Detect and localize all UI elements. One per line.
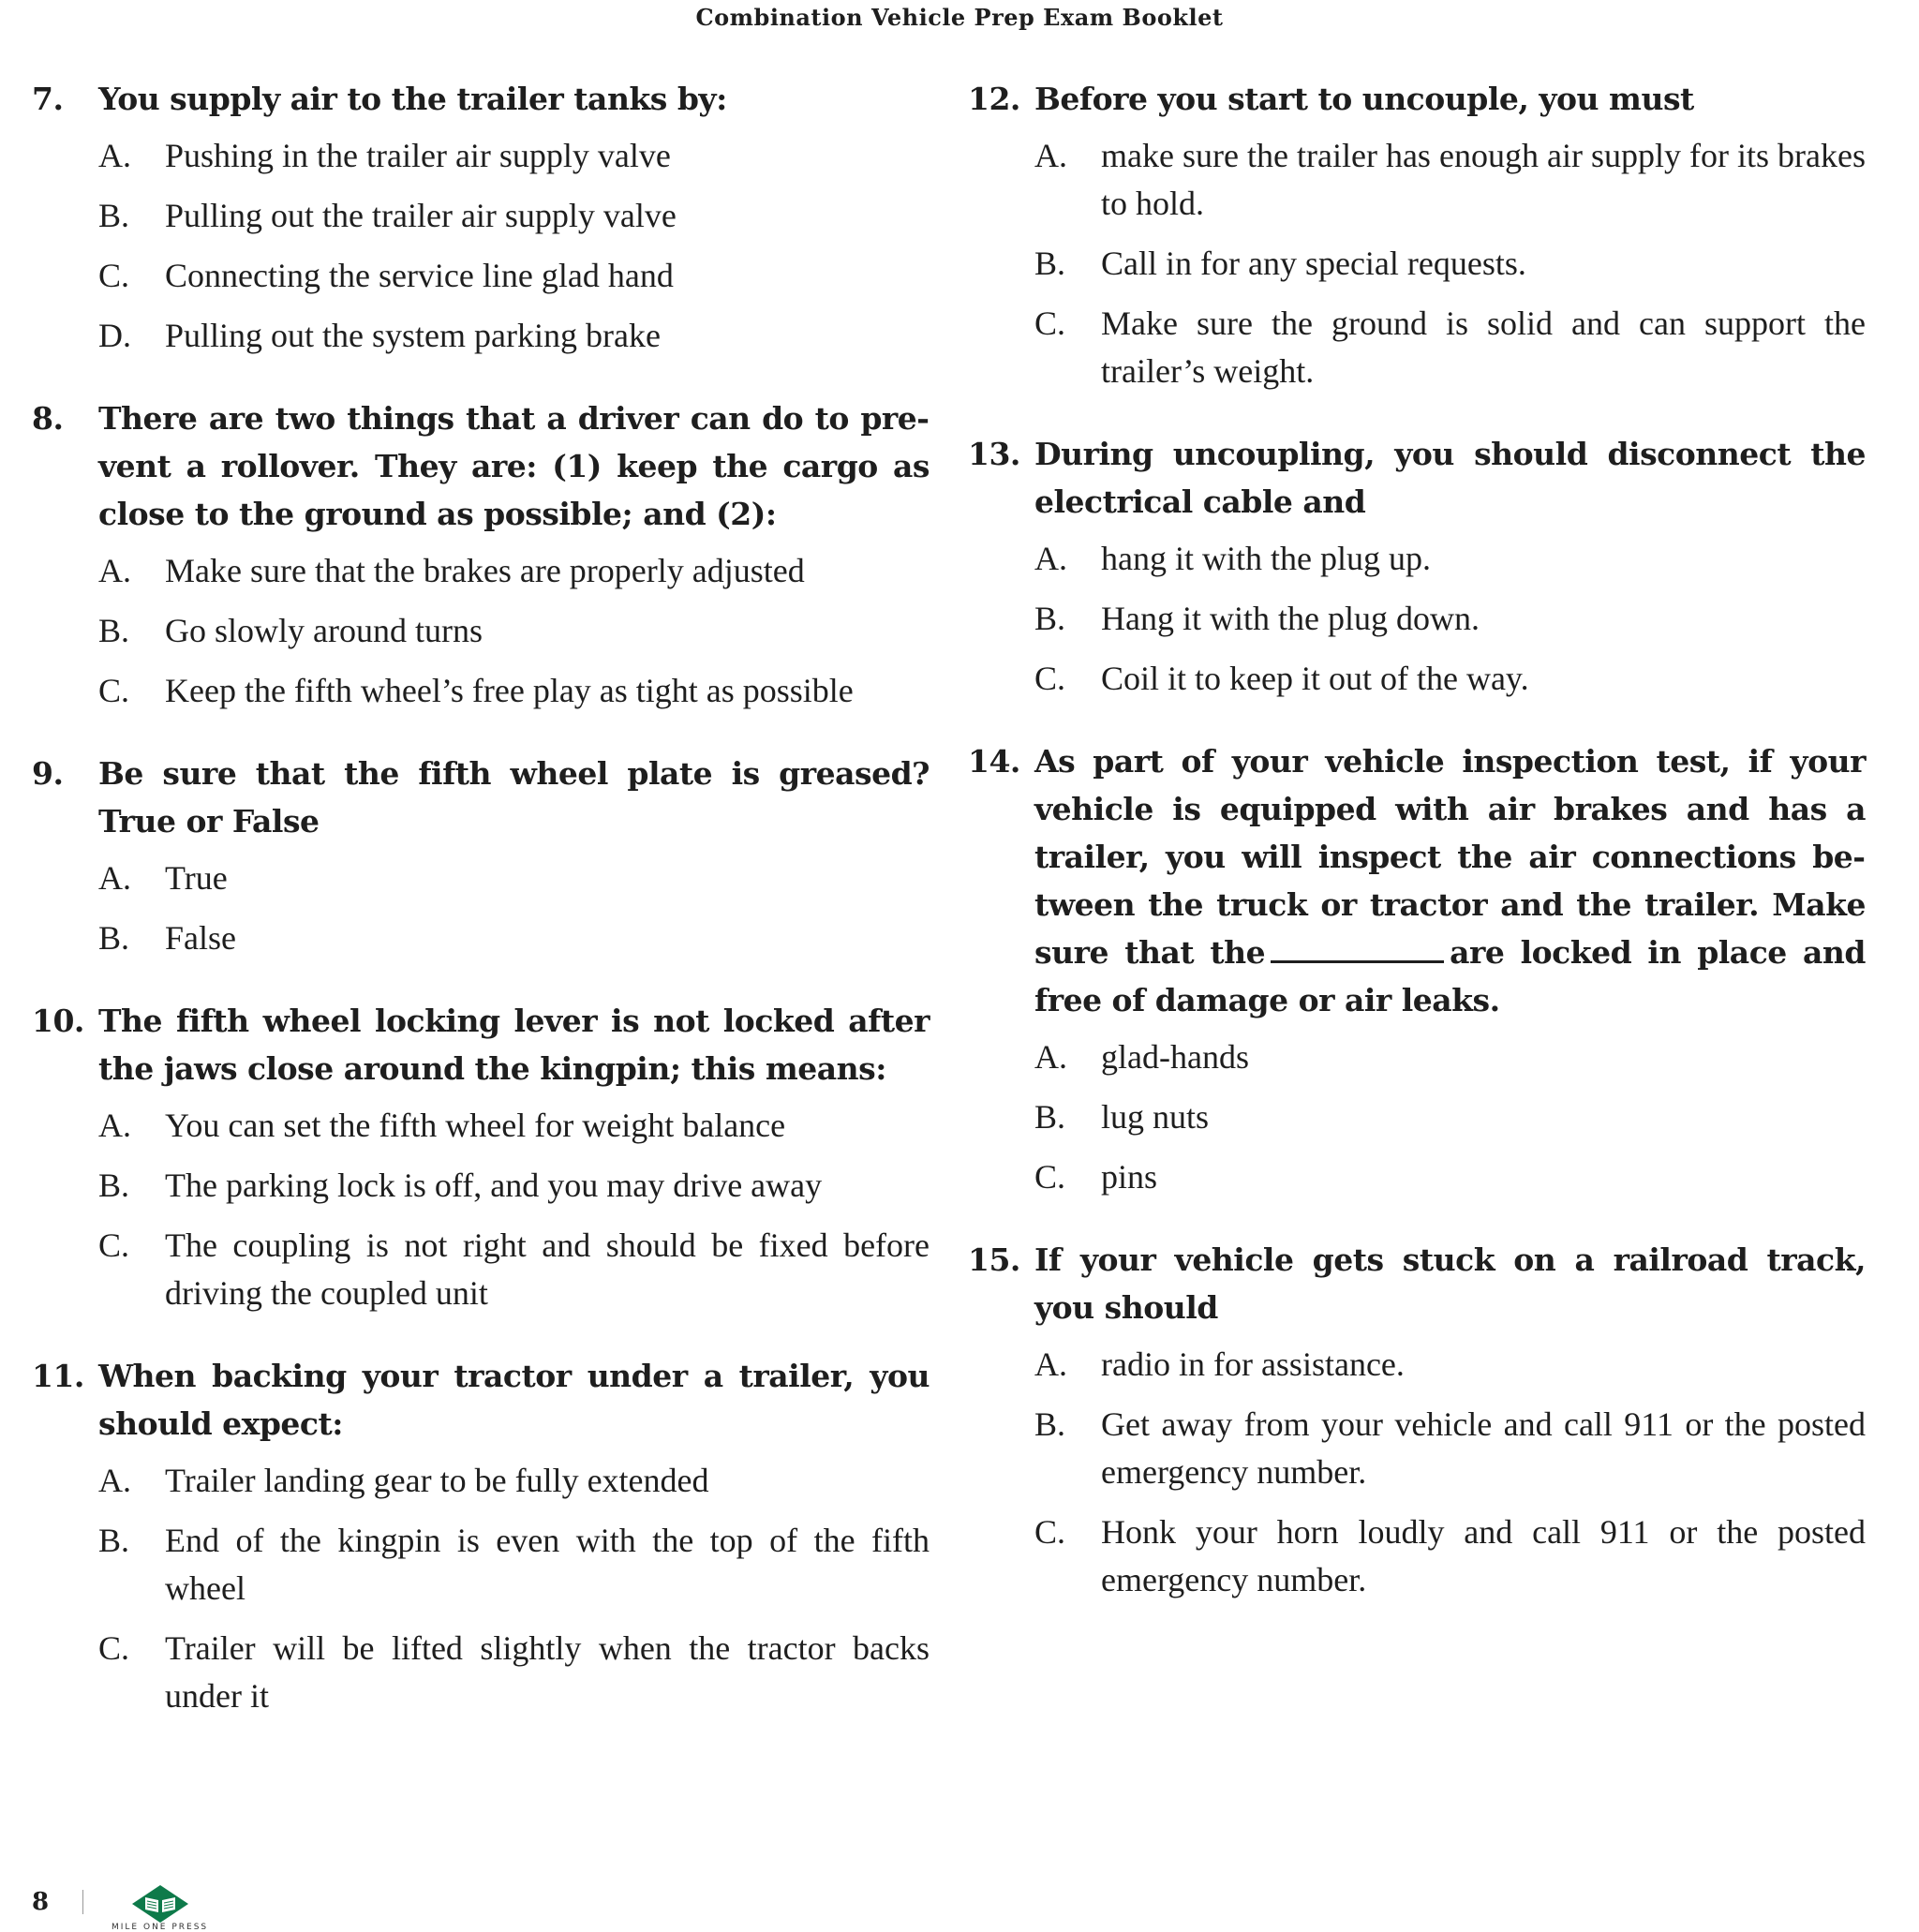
question-12 xyxy=(968,75,1866,395)
question-9 xyxy=(32,750,930,962)
question-text: If your vehicle gets stuck on a railroad track, you should xyxy=(1034,1241,1866,1326)
option-letter: C. xyxy=(98,672,130,709)
question-number: 14. xyxy=(968,743,1020,780)
option-text: Go slowly around turns xyxy=(165,612,483,649)
option-text: End of the kingpin is even with the top of the fifth wheel xyxy=(165,1522,930,1607)
footer-divider xyxy=(82,1890,83,1914)
answer-options xyxy=(1034,1341,1866,1604)
question-text-after-blank: are locked in place and free of damage or air leaks. xyxy=(1034,934,1866,1018)
question-number: 11. xyxy=(32,1358,84,1394)
option-letter: B. xyxy=(98,919,130,957)
option-letter: B. xyxy=(98,1522,130,1559)
option-text: True xyxy=(165,859,228,897)
question-text: Be sure that the fifth wheel plate is greased? True or False xyxy=(98,755,930,840)
answer-option xyxy=(98,1625,930,1720)
option-text: The coupling is not right and should be fixed before driving the coupled unit xyxy=(165,1226,930,1312)
answer-option xyxy=(98,855,930,902)
option-letter: B. xyxy=(1034,1098,1066,1136)
option-text: Pulling out the system parking brake xyxy=(165,317,661,354)
option-letter: D. xyxy=(98,317,131,354)
option-letter: A. xyxy=(98,859,131,897)
question-number: 13. xyxy=(968,436,1020,472)
option-text: pins xyxy=(1101,1158,1158,1196)
question-number: 8. xyxy=(32,400,64,437)
option-text: Hang it with the plug down. xyxy=(1101,600,1480,637)
answer-option xyxy=(98,1457,930,1505)
question-text: Before you start to uncouple, you must xyxy=(1034,81,1694,117)
running-header: Combination Vehicle Prep Exam Booklet xyxy=(695,4,1224,31)
answer-option xyxy=(1034,132,1866,228)
option-letter: A. xyxy=(1034,540,1067,577)
question-number: 10. xyxy=(32,1003,84,1039)
question-10 xyxy=(32,997,930,1317)
option-letter: B. xyxy=(98,197,130,234)
option-letter: C. xyxy=(1034,1513,1066,1551)
answer-option xyxy=(98,1162,930,1210)
option-letter: B. xyxy=(1034,245,1066,282)
question-text: When backing your tractor under a trailer, you should expect: xyxy=(98,1358,930,1442)
answer-options xyxy=(98,855,930,962)
publisher-name: MILE ONE PRESS xyxy=(112,1923,209,1932)
question-number: 15. xyxy=(968,1241,1020,1278)
answer-option xyxy=(98,914,930,962)
answer-option xyxy=(98,312,930,360)
question-stem xyxy=(32,1352,930,1448)
option-text: Trailer will be lifted slightly when the tractor backs under it xyxy=(165,1629,930,1715)
option-letter: C. xyxy=(1034,305,1066,342)
answer-options xyxy=(1034,1033,1866,1201)
option-letter: A. xyxy=(1034,1345,1067,1383)
option-letter: A. xyxy=(98,1107,131,1144)
right-column xyxy=(968,75,1866,1639)
question-stem xyxy=(968,737,1866,1024)
open-book-diamond-icon xyxy=(128,1883,192,1925)
option-letter: B. xyxy=(1034,600,1066,637)
fill-in-blank xyxy=(1271,932,1444,963)
answer-option xyxy=(1034,535,1866,583)
question-13 xyxy=(968,430,1866,703)
option-letter: C. xyxy=(98,1629,130,1667)
option-text: Make sure that the brakes are properly adjusted xyxy=(165,552,805,589)
option-text: Honk your horn loudly and call 911 or the posted emergency number. xyxy=(1101,1513,1866,1598)
option-text: radio in for assistance. xyxy=(1101,1345,1405,1383)
option-text: lug nuts xyxy=(1101,1098,1210,1136)
question-text: There are two things that a driver can do to prevent a rollover. They are: (1) keep the cargo as close to the ground as possible; and (2): xyxy=(98,400,930,532)
answer-options xyxy=(98,1102,930,1317)
answer-option xyxy=(1034,1401,1866,1496)
option-letter: C. xyxy=(1034,660,1066,697)
answer-options xyxy=(1034,535,1866,703)
question-text: The fifth wheel locking lever is not locked after the jaws close around the kingpin; this means: xyxy=(98,1003,930,1087)
option-letter: A. xyxy=(1034,137,1067,174)
question-15 xyxy=(968,1236,1866,1604)
question-text xyxy=(1034,737,1866,1024)
answer-option xyxy=(1034,595,1866,643)
question-14 xyxy=(968,737,1866,1201)
answer-option xyxy=(98,1102,930,1150)
answer-option xyxy=(1034,655,1866,703)
option-text: Coil it to keep it out of the way. xyxy=(1101,660,1529,697)
question-stem xyxy=(32,750,930,845)
question-stem xyxy=(32,997,930,1092)
question-number: 7. xyxy=(32,81,64,117)
option-letter: B. xyxy=(98,1167,130,1204)
option-text: Get away from your vehicle and call 911 or the posted emergency number. xyxy=(1101,1405,1866,1491)
option-text: make sure the trailer has enough air supply for its brakes to hold. xyxy=(1101,137,1866,222)
option-letter: B. xyxy=(98,612,130,649)
option-letter: C. xyxy=(98,257,130,294)
option-text: Make sure the ground is solid and can support the trailer’s weight. xyxy=(1101,305,1866,390)
page-number: 8 xyxy=(32,1888,50,1916)
option-letter: A. xyxy=(1034,1038,1067,1076)
option-letter: A. xyxy=(98,552,131,589)
option-text: Pushing in the trailer air supply valve xyxy=(165,137,671,174)
answer-option xyxy=(1034,1341,1866,1389)
option-text: glad-hands xyxy=(1101,1038,1249,1076)
answer-options xyxy=(98,547,930,715)
question-text: You supply air to the trailer tanks by: xyxy=(98,81,727,117)
question-number: 12. xyxy=(968,81,1020,117)
answer-option xyxy=(98,132,930,180)
answer-option xyxy=(1034,240,1866,288)
question-text-before-blank: As part of your vehicle inspection test, if your vehicle is equipped with air brakes and has a trailer, you will inspect the air connections between the truck or tractor and the trailer. Make sure that the xyxy=(1034,743,1866,971)
option-text: hang it with the plug up. xyxy=(1101,540,1431,577)
question-stem xyxy=(32,75,930,123)
option-text: Call in for any special requests. xyxy=(1101,245,1526,282)
answer-option xyxy=(98,607,930,655)
answer-options xyxy=(1034,132,1866,395)
question-stem xyxy=(968,75,1866,123)
question-text: During uncoupling, you should disconnect the electrical cable and xyxy=(1034,436,1866,520)
publisher-logo xyxy=(112,1883,208,1932)
answer-option xyxy=(1034,1033,1866,1081)
option-letter: A. xyxy=(98,137,131,174)
option-letter: C. xyxy=(98,1226,130,1264)
option-text: Pulling out the trailer air supply valve xyxy=(165,197,677,234)
option-text: False xyxy=(165,919,236,957)
answer-option xyxy=(1034,1093,1866,1141)
question-8 xyxy=(32,394,930,715)
answer-option xyxy=(1034,1153,1866,1201)
option-letter: A. xyxy=(98,1462,131,1499)
answer-option xyxy=(98,252,930,300)
option-letter: C. xyxy=(1034,1158,1066,1196)
answer-option xyxy=(98,547,930,595)
answer-option xyxy=(1034,300,1866,395)
question-stem xyxy=(968,430,1866,526)
option-text: The parking lock is off, and you may drive away xyxy=(165,1167,823,1204)
left-column xyxy=(32,75,930,1755)
page-footer xyxy=(32,1878,209,1932)
option-text: Connecting the service line glad hand xyxy=(165,257,674,294)
answer-option xyxy=(98,1517,930,1612)
answer-option xyxy=(98,192,930,240)
answer-option xyxy=(98,1222,930,1317)
question-11 xyxy=(32,1352,930,1720)
answer-option xyxy=(1034,1508,1866,1604)
question-stem xyxy=(32,394,930,538)
option-letter: B. xyxy=(1034,1405,1066,1443)
option-text: Keep the fifth wheel’s free play as tight as possible xyxy=(165,672,854,709)
question-number: 9. xyxy=(32,755,64,792)
answer-options xyxy=(98,1457,930,1720)
answer-options xyxy=(98,132,930,360)
option-text: Trailer landing gear to be fully extended xyxy=(165,1462,709,1499)
question-7 xyxy=(32,75,930,360)
answer-option xyxy=(98,667,930,715)
question-stem xyxy=(968,1236,1866,1331)
option-text: You can set the fifth wheel for weight balance xyxy=(165,1107,786,1144)
